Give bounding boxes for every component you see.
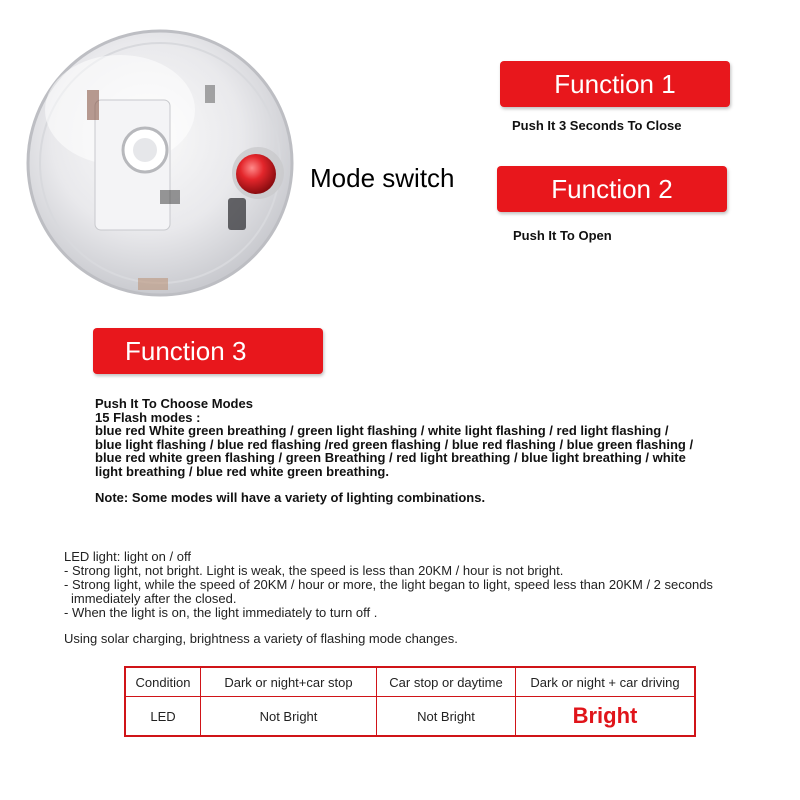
function-2-badge: Function 2 — [497, 166, 727, 212]
table-header-cell: Condition — [125, 667, 201, 697]
flash-modes-heading: 15 Flash modes : — [95, 409, 201, 425]
flash-modes-line: blue red White green breathing / green light flashing / white light flashing / red light flashing / — [95, 423, 669, 438]
led-info-line: immediately after the closed. — [71, 591, 237, 606]
table-header-cell: Dark or night + car driving — [516, 667, 696, 697]
function-1-description: Push It 3 Seconds To Close — [512, 118, 682, 133]
table-cell: LED — [125, 697, 201, 737]
device-illustration — [0, 0, 320, 330]
flash-modes-line: blue light flashing / blue red flashing /red green flashing / blue red flashing / blue green flashing / — [95, 436, 694, 452]
function-3-description: Push It To Choose Modes — [95, 396, 253, 411]
table-header-cell: Dark or night+car stop — [201, 667, 377, 697]
function-1-badge: Function 1 — [500, 61, 730, 107]
function-3-badge: Function 3 — [93, 328, 323, 374]
flash-modes-line: blue red white green flashing / green Breathing / red light breathing / blue light breathing / white — [95, 450, 686, 465]
function-2-description: Push It To Open — [513, 228, 612, 243]
table-row — [125, 697, 695, 737]
table-cell-bright: Bright — [516, 697, 696, 737]
flash-modes-line: light breathing / blue red white green breathing. — [95, 463, 389, 479]
led-info-line: - Strong light, not bright. Light is weak, the speed is less than 20KM / hour is not bright. — [64, 563, 564, 578]
table-header-cell: Car stop or daytime — [377, 667, 516, 697]
table-cell: Not Bright — [377, 697, 516, 737]
led-info-block — [64, 550, 764, 620]
led-info-line: - When the light is on, the light immediately to turn off . — [64, 605, 378, 620]
table-cell: Not Bright — [201, 697, 377, 737]
led-info-title: LED light: light on / off — [64, 549, 191, 564]
flash-modes-block — [95, 397, 715, 478]
modes-note: Note: Some modes will have a variety of lighting combinations. — [95, 490, 486, 505]
solar-note: Using solar charging, brightness a variety of flashing mode changes. — [64, 631, 458, 646]
table-header-row — [125, 667, 695, 697]
condition-table — [124, 666, 696, 737]
led-info-line: - Strong light, while the speed of 20KM / hour or more, the light began to light, speed less than 20KM / 2 seconds — [64, 577, 713, 592]
mode-switch-label: Mode switch — [310, 163, 455, 193]
mode-switch-button — [236, 154, 276, 194]
